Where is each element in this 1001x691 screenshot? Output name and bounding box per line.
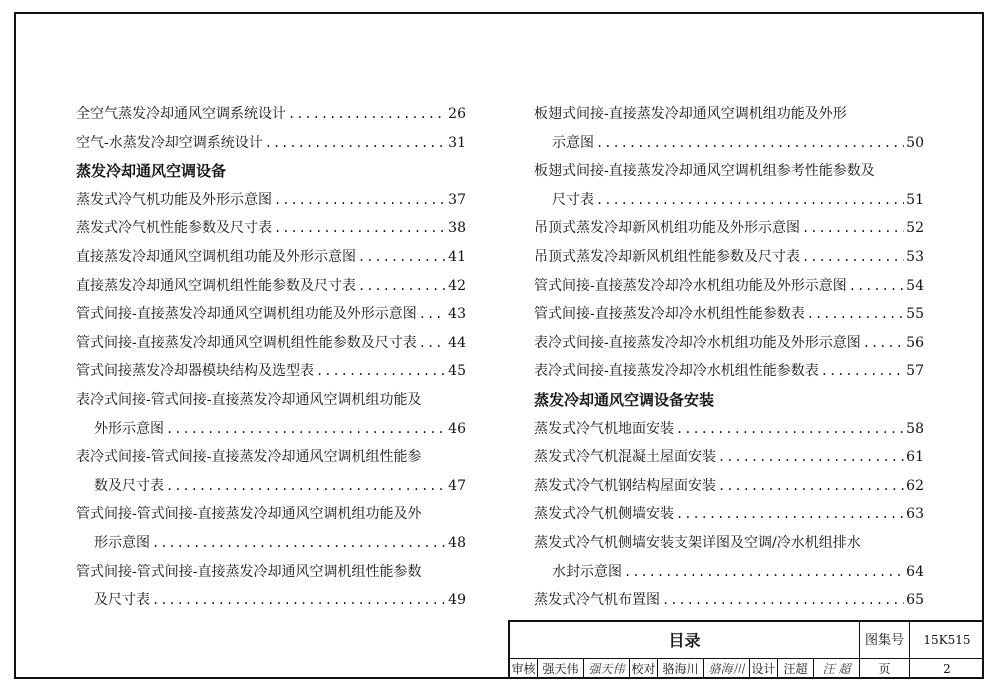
toc-entry-page: 53	[906, 248, 924, 265]
design-label: 设计	[750, 659, 778, 679]
toc-entry	[534, 586, 924, 615]
toc-entry-title: 尺寸表	[552, 191, 594, 208]
toc-entry-page: 42	[448, 277, 466, 294]
toc-entry-page: 37	[448, 191, 466, 208]
toc-entry-page: 65	[906, 592, 924, 609]
toc-entry	[76, 529, 466, 558]
toc-entry-title: 蒸发式冷气机地面安装	[534, 420, 674, 437]
section-heading: 蒸发冷却通风空调设备安装	[534, 390, 715, 409]
toc-entry-page: 55	[906, 306, 924, 323]
atlas-number-label: 图集号	[860, 622, 910, 659]
toc-entry-page: 44	[448, 334, 466, 351]
toc-entry-title: 表冷式间接-管式间接-直接蒸发冷却通风空调机组性能参	[76, 449, 422, 466]
reviewer-name: 强天伟	[538, 659, 584, 679]
toc-entry	[534, 300, 924, 329]
toc-entry	[534, 357, 924, 386]
toc-entry-title: 表冷式间接-直接蒸发冷却冷水机组性能参数表	[534, 363, 819, 380]
toc-entry-title: 表冷式间接-管式间接-直接蒸发冷却通风空调机组功能及	[76, 391, 422, 408]
toc-entry-page: 57	[906, 363, 924, 380]
toc-entry	[534, 100, 924, 129]
dot-leader	[316, 357, 446, 386]
toc-entry	[76, 186, 466, 215]
toc-entry-title: 蒸发式冷气机混凝土屋面安装	[534, 449, 716, 466]
dot-leader	[624, 558, 904, 587]
toc-entry	[534, 329, 924, 358]
review-label: 审核	[510, 659, 538, 679]
dot-leader	[821, 357, 904, 386]
toc-entry-page: 58	[906, 420, 924, 437]
toc-entry-title: 蒸发式冷气机钢结构屋面安装	[534, 477, 716, 494]
dot-leader	[802, 214, 904, 243]
toc-entry-title: 板翅式间接-直接蒸发冷却通风空调机组参考性能参数及	[534, 163, 875, 180]
toc-entry-title: 管式间接-管式间接-直接蒸发冷却通风空调机组性能参数	[76, 563, 422, 580]
toc-entry-page: 54	[906, 277, 924, 294]
dot-leader	[358, 243, 446, 272]
dot-leader	[662, 586, 904, 615]
toc-entry-page: 46	[448, 420, 466, 437]
atlas-number: 15K515	[910, 622, 984, 659]
section-heading: 蒸发冷却通风空调设备	[76, 162, 227, 181]
dot-leader	[596, 186, 904, 215]
toc-entry-page: 61	[906, 449, 924, 466]
toc-entry	[76, 386, 466, 415]
toc-left-column	[76, 100, 466, 615]
dot-leader	[358, 272, 446, 301]
dot-leader	[676, 500, 904, 529]
toc-entry-title: 管式间接-管式间接-直接蒸发冷却通风空调机组功能及外	[76, 506, 422, 523]
toc-entry	[76, 586, 466, 615]
toc-entry-title: 数及尺寸表	[94, 477, 164, 494]
dot-leader	[265, 129, 446, 158]
designer-signature: 汪 超	[814, 659, 860, 679]
toc-entry-page: 26	[448, 106, 466, 122]
title-block	[508, 620, 984, 679]
toc-entry	[76, 500, 466, 529]
toc-entry	[76, 558, 466, 587]
dot-leader	[152, 529, 446, 558]
toc-entry-title: 管式间接蒸发冷却器模块结构及选型表	[76, 363, 314, 380]
toc-entry	[534, 472, 924, 501]
dot-leader	[718, 443, 904, 472]
toc-entry	[76, 129, 466, 158]
toc-entry-page: 62	[906, 477, 924, 494]
toc-entry-page: 50	[906, 134, 924, 151]
page-number: 2	[943, 662, 951, 676]
check-label: 校对	[630, 659, 658, 679]
dot-leader	[718, 472, 904, 501]
dot-leader	[166, 472, 446, 501]
dot-leader	[676, 415, 904, 444]
toc-entry-title: 及尺寸表	[94, 592, 150, 609]
toc-entry-page: 63	[906, 506, 924, 523]
dot-leader	[152, 586, 446, 615]
dot-leader	[274, 214, 446, 243]
toc-entry-page: 48	[448, 534, 466, 551]
toc-entry-page: 52	[906, 220, 924, 237]
dot-leader	[288, 100, 446, 129]
toc-entry-title: 蒸发式冷气机性能参数及尺寸表	[76, 220, 272, 237]
toc-entry	[76, 214, 466, 243]
toc-entry	[534, 243, 924, 272]
toc-entry-page: 31	[448, 134, 466, 151]
toc-entry	[534, 186, 924, 215]
toc-entry	[76, 100, 466, 129]
toc-entry-title: 吊顶式蒸发冷却新风机组功能及外形示意图	[534, 220, 800, 237]
toc-right-column	[534, 100, 924, 615]
toc-entry-title: 蒸发式冷气机布置图	[534, 592, 660, 609]
toc-entry-page: 43	[448, 306, 466, 323]
toc-entry-page: 41	[448, 248, 466, 265]
toc-entry-title: 管式间接-直接蒸发冷却通风空调机组性能参数及尺寸表	[76, 334, 417, 351]
toc-entry-title: 管式间接-直接蒸发冷却冷水机组功能及外形示意图	[534, 277, 847, 294]
toc-entry-title: 蒸发式冷气机侧墙安装	[534, 506, 674, 523]
dot-leader	[596, 129, 904, 158]
toc-entry-title: 形示意图	[94, 534, 150, 551]
toc-entry-page: 64	[906, 563, 924, 580]
toc-entry	[76, 415, 466, 444]
toc-entry	[76, 329, 466, 358]
toc-entry	[534, 214, 924, 243]
toc-entry	[534, 529, 924, 558]
dot-leader	[807, 300, 904, 329]
toc-entry	[534, 157, 924, 186]
toc-entry	[534, 272, 924, 301]
toc-entry	[76, 243, 466, 272]
toc-entry-title: 管式间接-直接蒸发冷却通风空调机组功能及外形示意图	[76, 306, 417, 323]
toc-entry-title: 吊顶式蒸发冷却新风机组性能参数及尺寸表	[534, 248, 800, 265]
toc-entry-page: 38	[448, 220, 466, 237]
title-block-title: 目录	[510, 622, 860, 659]
toc-entry-title: 全空气蒸发冷却通风空调系统设计	[76, 106, 286, 122]
dot-leader	[849, 272, 904, 301]
reviewer-signature: 强天伟	[584, 659, 630, 679]
toc-entry-page: 47	[448, 477, 466, 494]
toc-entry-title: 外形示意图	[94, 420, 164, 437]
toc-entry	[76, 357, 466, 386]
toc-entry	[534, 500, 924, 529]
toc-entry	[76, 300, 466, 329]
dot-leader	[419, 300, 446, 329]
toc-entry-title: 直接蒸发冷却通风空调机组功能及外形示意图	[76, 248, 356, 265]
toc-entry-title: 直接蒸发冷却通风空调机组性能参数及尺寸表	[76, 277, 356, 294]
toc-entry-title: 蒸发式冷气机功能及外形示意图	[76, 191, 272, 208]
checker-signature: 骆海川	[704, 659, 750, 679]
toc-entry-page: 56	[906, 334, 924, 351]
toc-entry	[534, 129, 924, 158]
toc-entry	[76, 472, 466, 501]
toc-entry-title: 示意图	[552, 134, 594, 151]
toc-entry	[534, 415, 924, 444]
toc-entry	[534, 558, 924, 587]
dot-leader	[274, 186, 446, 215]
dot-leader	[863, 329, 904, 358]
toc-entry-page: 45	[448, 363, 466, 380]
toc-entry	[76, 443, 466, 472]
toc-entry-title: 表冷式间接-直接蒸发冷却冷水机组功能及外形示意图	[534, 334, 861, 351]
toc-entry	[76, 272, 466, 301]
dot-leader	[419, 329, 446, 358]
toc-entry-page: 49	[448, 592, 466, 609]
toc-entry-title: 管式间接-直接蒸发冷却冷水机组性能参数表	[534, 306, 805, 323]
toc-entry-title: 蒸发式冷气机侧墙安装支架详图及空调/冷水机组排水	[534, 534, 861, 551]
checker-name: 骆海川	[658, 659, 704, 679]
designer-name: 汪超	[778, 659, 814, 679]
toc-entry-page: 51	[906, 191, 924, 208]
toc-entry-title: 空气-水蒸发冷却空调系统设计	[76, 134, 263, 151]
dot-leader	[166, 415, 446, 444]
page-label: 页	[860, 659, 910, 679]
toc-entry	[534, 443, 924, 472]
toc-entry-title: 水封示意图	[552, 563, 622, 580]
dot-leader	[802, 243, 904, 272]
toc-entry-title: 板翅式间接-直接蒸发冷却通风空调机组功能及外形	[534, 106, 847, 122]
